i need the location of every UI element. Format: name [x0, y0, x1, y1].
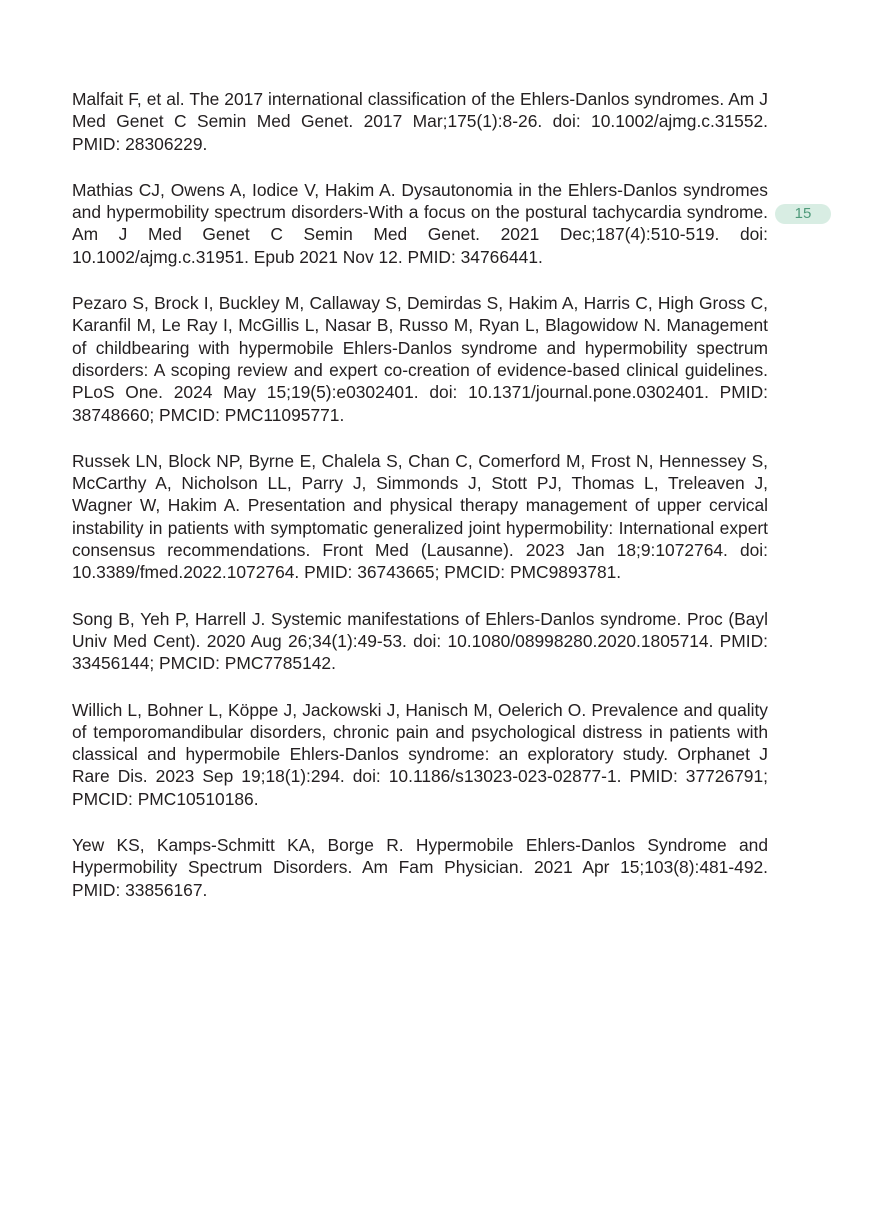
reference-yew-2021: Yew KS, Kamps-Schmitt KA, Borge R. Hypermobile Ehlers-Danlos Syndrome and Hypermobility Spectrum Disorders. Am Fam Physician. 2021 Apr 15;103(8):481-492. PMID: 33856167. [72, 835, 768, 900]
reference-malfait-2017: Malfait F, et al. The 2017 international classification of the Ehlers-Danlos syndromes. Am J Med Genet C Semin Med Genet. 2017 Mar;175(1):8-26. doi: 10.1002/ajmg.c.31552. PMID: 28306229. [72, 89, 768, 154]
reference-list [72, 88, 768, 925]
reference-russek-2023: Russek LN, Block NP, Byrne E, Chalela S, Chan C, Comerford M, Frost N, Hennessey S, McCarthy A, Nicholson LL, Parry J, Simmonds J, Stott PJ, Thomas L, Treleaven J, Wagner W, Hakim A. Presentation and physical therapy management of upper cervical instability in patients with symptomatic generalized joint hypermobility: International expert consensus recommendations. Front Med (Lausanne). 2023 Jan 18;9:1072764. doi: 10.3389/fmed.2022.1072764. PMID: 36743665; PMCID: PMC9893781. [72, 450, 768, 583]
reference-mathias-2021: Mathias CJ, Owens A, Iodice V, Hakim A. Dysautonomia in the Ehlers-Danlos syndromes and hypermobility spectrum disorders-With a focus on the postural tachycardia syndrome. Am J Med Genet C Semin Med Genet. 2021 Dec;187(4):510-519. doi: 10.1002/ajmg.c.31951. Epub 2021 Nov 12. PMID: 34766441. [72, 179, 768, 267]
reference-willich-2023: Willich L, Bohner L, Köppe J, Jackowski J, Hanisch M, Oelerich O. Prevalence and quality of temporomandibular disorders, chronic pain and psychological distress in patients with classical and hypermobile Ehlers-Danlos syndrome: an exploratory study. Orphanet J Rare Dis. 2023 Sep 19;18(1):294. doi: 10.1186/​s13023-023-02877-1. PMID: 37726791; PMCID: PMC10510186. [72, 699, 768, 809]
reference-pezaro-2024: Pezaro S, Brock I, Buckley M, Callaway S, Demirdas S, Hakim A, Harris C, High Gross C, Karanfil M, Le Ray I, McGillis L, Nasar B, Russo M, Ryan L, Blagowidow N. Management of childbearing with hypermobile Ehlers-Danlos syndrome and hypermobility spectrum disorders: A scoping review and expert co-creation of evidence-based clinical guidelines. PLoS One. 2024 May 15;19(5):e0302401. doi: 10.1371/journal.pone.0302401. PMID: 38748660; PMCID: PMC11095771. [72, 293, 768, 425]
page-number-badge: 15 [775, 204, 831, 224]
reference-song-2020: Song B, Yeh P, Harrell J. Systemic manifestations of Ehlers-Danlos syndrome. Proc (Bayl Univ Med Cent). 2020 Aug 26;34(1):49-53. doi: 10.1080/08998280.2020.1805714. PMID: 33456144; PMCID: PMC7785142. [72, 608, 768, 674]
